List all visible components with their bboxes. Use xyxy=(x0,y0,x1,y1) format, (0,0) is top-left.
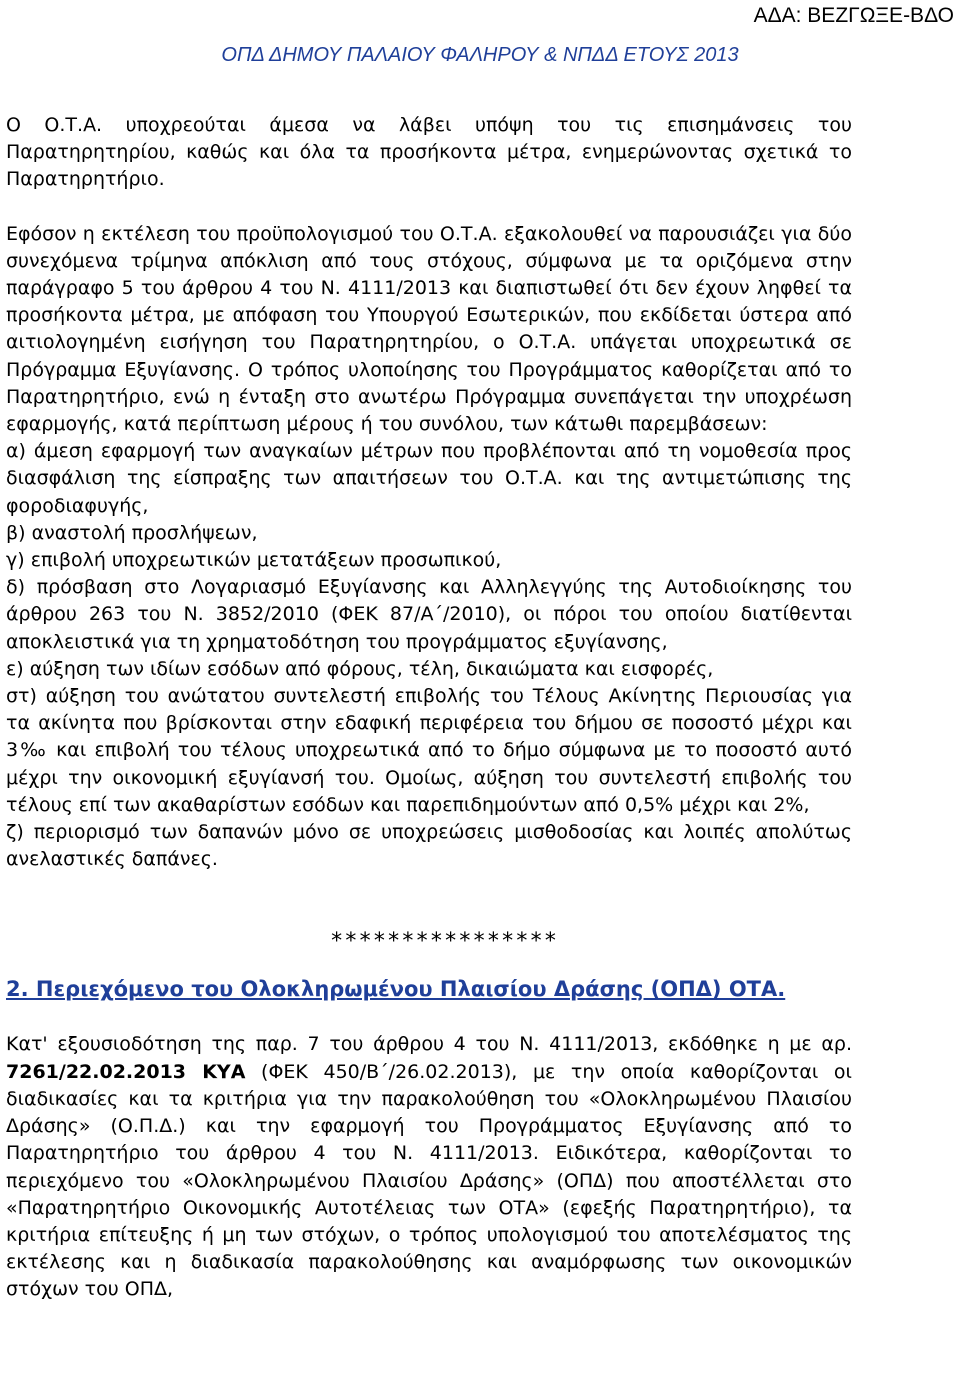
paragraph-1: Ο Ο.Τ.Α. υποχρεούται άμεσα να λάβει υπόψη του τις επισημάνσεις του Παρατηρητηρίου, καθώς και όλα τα προσήκοντα μέτρα, ενημερώνοντας σχετικά το Παρατηρητήριο. xyxy=(6,114,852,191)
list-item: στ) αύξηση του ανώτατου συντελεστή επιβολής του Τέλους Ακίνητης Περιουσίας για τα ακίνητα που βρίσκονται στην εδαφική περιφέρεια του δήμου σε ποσοστό μέχρι και 3‰ και επιβολή του τέλους υποχρεωτικά από το δήμο σύμφωνα με το ποσοστό αυτό μέχρι την οικονομική εξυγίανσή του. Ομοίως, αύξηση του συντελεστή επιβολής του τέλους επί των ακαθαρίστων εσόδων και παρεπιδημούντων από 0,5% μέχρι και 2%, xyxy=(6,685,852,816)
list-item: δ) πρόσβαση στο Λογαριασμό Εξυγίανσης και Αλληλεγγύης της Αυτοδιοίκησης του άρθρου 263 του Ν. 3852/2010 (ΦΕΚ 87/Α΄/2010), οι πόροι του οποίου διατίθενται αποκλειστικά για τη χρηματοδότηση του προγράμματος εξυγίανσης, xyxy=(6,576,852,653)
document-body xyxy=(6,112,852,1304)
page-header: ΟΠΔ ΔΗΜΟΥ ΠΑΛΑΙΟΥ ΦΑΛΗΡΟΥ & ΝΠΔΔ ΕΤΟΥΣ 2013 xyxy=(221,44,739,66)
list-item: γ) επιβολή υποχρεωτικών μετατάξεων προσωπικού, xyxy=(6,549,502,572)
paragraph-3 xyxy=(6,1031,852,1303)
decision-number: 7261/22.02.2013 ΚΥΑ xyxy=(6,1060,246,1083)
section-heading: 2. Περιεχόμενο του Ολοκληρωμένου Πλαισίου Δράσης (ΟΠΔ) ΟΤΑ. xyxy=(6,977,786,1002)
list-item: β) αναστολή προσλήψεων, xyxy=(6,521,258,544)
paragraph-2: Εφόσον η εκτέλεση του προϋπολογισμού του Ο.Τ.Α. εξακολουθεί να παρουσιάζει για δύο συνεχόμενα τρίμηνα απόκλιση από τους στόχους, σύμφωνα με τα οριζόμενα στην παράγραφο 5 του άρθρου 4 του Ν. 4111/2013 και διαπιστωθεί ότι δεν έχουν ληφθεί τα προσήκοντα μέτρα, με απόφαση του Υπουργού Εσωτερικών, που εκδίδεται ύστερα από αιτιολογημένη εισήγηση του Παρατηρητηρίου, ο Ο.Τ.Α. υπάγεται υποχρεωτικά σε Πρόγραμμα Εξυγίανσης. Ο τρόπος υλοποίησης του Προγράμματος καθορίζεται από το Παρατηρητήριο, ενώ η ένταξη στο ανωτέρω Πρόγραμμα συνεπάγεται την υποχρέωση εφαρμογής, κατά περίπτωση μέρους ή του συνόλου, των κάτωθι παρεμβάσεων: xyxy=(6,222,852,436)
paragraph-3-text-b: (ΦΕΚ 450/Β΄/26.02.2013), με την οποία καθορίζονται οι διαδικασίες και τα κριτήρια για την παρακολούθηση του «Ολοκληρωμένου Πλαισίου Δράσης» (Ο.Π.Δ.) και την εφαρμογή του Προγράμματος Εξυγίανσης από το Παρατηρητήριο του άρθρου 4 του Ν. 4111/2013. Ειδικότερα, καθορίζονται το περιεχόμενο του «Ολοκληρωμένου Πλαισίου Δράσης» (ΟΠΔ) που αποστέλλεται στο «Παρατηρητήριο Οικονομικής Αυτοτέλειας των ΟΤΑ» (εφεξής Παρατηρητήριο), τα κριτήρια επίτευξης ή μη των στόχων, ο τρόπος υπολογισμού του αποτελέσματος της εκτέλεσης και η διαδικασία παρακολούθησης και αναμόρφωσης των οικονομικών στόχων του ΟΠΔ, xyxy=(6,1060,852,1301)
separator-stars: **************** xyxy=(330,929,558,955)
list-item: α) άμεση εφαρμογή των αναγκαίων μέτρων που προβλέπονται από τη νομοθεσία προς διασφάλιση της είσπραξης των απαιτήσεων του Ο.Τ.Α. και της αντιμετώπισης της φοροδιαφυγής, xyxy=(6,440,852,517)
list-item: ε) αύξηση των ιδίων εσόδων από φόρους, τέλη, δικαιώματα και εισφορές, xyxy=(6,657,714,680)
list-item: ζ) περιορισμό των δαπανών μόνο σε υποχρεώσεις μισθοδοσίας και λοιπές απολύτως ανελαστικές δαπάνες. xyxy=(6,821,852,871)
paragraph-3-text-a: Κατ' εξουσιοδότηση της παρ. 7 του άρθρου 4 του Ν. 4111/2013, εκδόθηκε η με αρ. xyxy=(6,1033,852,1056)
ada-code: ΑΔΑ: ΒΕΖΓΩΞΕ-ΒΔΟ xyxy=(753,4,954,27)
